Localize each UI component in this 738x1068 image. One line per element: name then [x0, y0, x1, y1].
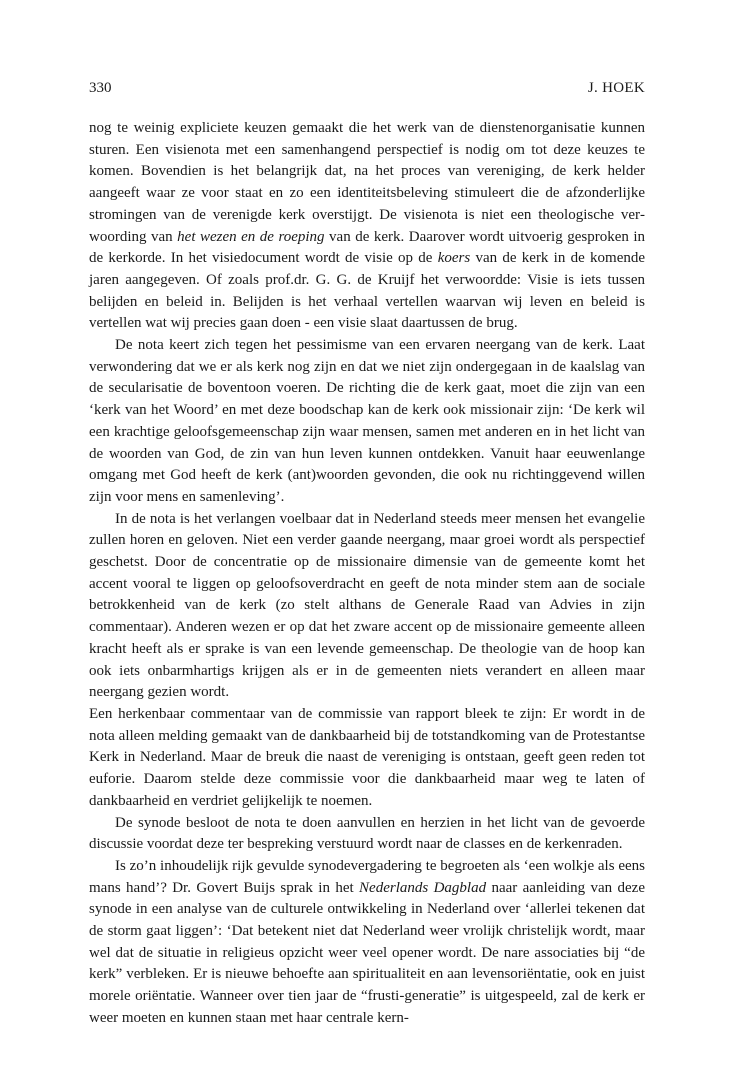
running-head-author: J. HOEK [587, 80, 645, 96]
paragraph [89, 856, 645, 1030]
text-run: De synode besloot de nota te doen aanvullen en herzien in het licht van de gevoerde discussie voordat deze ter bespreking verstuurd wordt naar de classes en de kerkenraden. [89, 814, 645, 853]
text-run: van de kerk in de komende jaren aangegeven. Of zoals prof.dr. G. G. de Kruijf het verwoordde: Visie is iets tussen belijden en beleid in. Belijden is het verhaal vertellen waarvan wij leven en beleid is vertellen wat wij precies gaan doen - een visie slaat daartussen de brug. [89, 250, 646, 332]
paragraph [89, 704, 645, 813]
text-run: van de kerk. Daarover wordt uitvoerig gesproken in de kerkorde. In het visiedocument wordt de visie op de [89, 228, 646, 267]
paragraph [89, 813, 645, 856]
text-run: De nota keert zich tegen het pessimisme van een ervaren neergang van de kerk. Laat verwondering dat we er als kerk nog zijn en dat we niet zijn ondergegaan in de kaalslag van de secularisatie de boventoon voeren. De richting die de kerk gaat, moet die zijn van een ‘kerk van het Woord’ en met deze boodschap kan de kerk ook missionair zijn: ‘De kerk wil een krachtige geloofsgemeenschap zijn waar mensen, samen met anderen en in het licht van de woorden van God, de zin van hun leven kunnen ontdekken. Vanuit haar eeuwenlange omgang met God heeft de kerk (ant)woorden gevonden, die ook nu richtinggevend willen zijn voor mens en samenleving’. [89, 337, 645, 505]
italic-text: het wezen en de roeping [177, 228, 325, 245]
paragraph [89, 509, 645, 704]
body-text [89, 118, 645, 1030]
text-run: naar aanleiding van deze synode in een analyse van de culturele ontwikkeling in Nederland over ‘allerlei tekenen dat de storm gaat liggen’: ‘Dat betekent niet dat Nederland weer vrolijk christelijk wordt, maar wel dat de situatie in religieus opzicht weer veel opener wordt. De nare associaties bij “de kerk” verbleken. Er is nieuwe behoefte aan spiritualiteit en aan levensoriëntatie, ook en juist morele oriëntatie. Wanneer over tien jaar de “frusti-generatie” is uitgespeeld, zal de kerk er weer moeten en kunnen staan met haar centrale kern- [89, 879, 645, 1026]
text-run: nog te weinig expliciete keuzen gemaakt die het werk van de dienstenorganisatie kunnen sturen. Een visienota met een samenhangend perspectief is nodig om tot deze keuzes te komen. Bovendien is het belangrijk dat, na het proces van vereniging, de kerk helder aangeeft waar ze voor staat en zo een identiteitsbeleving stimuleert die de afzonderlijke stromingen van de verenigde kerk overstijgt. De visienota is niet een theologische verwoording van [89, 120, 645, 245]
text-run: Is zo’n inhoudelijk rijk gevulde synodevergadering te begroeten als ‘een wolkje als eens mans hand’? Dr. Govert Buijs sprak in het [89, 857, 645, 896]
paragraph [89, 118, 645, 335]
text-run: Een herkenbaar commentaar van de commissie van rapport bleek te zijn: Er wordt in de nota alleen melding gemaakt van de dankbaarheid bij de totstandkoming van de Protestantse Kerk in Nederland. Maar de breuk die naast de vereniging is ontstaan, geeft geen reden tot euforie. Daarom stelde deze commissie voor die dankbaarheid maar weg te laten of dankbaarheid en verdriet gelijkelijk te noemen. [89, 705, 645, 809]
paragraph [89, 335, 645, 509]
italic-text: koers [437, 250, 471, 267]
page-number: 330 [89, 80, 112, 96]
italic-text: Nederlands Dagblad [359, 879, 487, 896]
text-run: In de nota is het verlangen voelbaar dat in Nederland steeds meer mensen het evangelie zullen horen en geloven. Niet een verder gaande neergang, maar groei wordt als perspectief geschetst. Door de concentratie op de missionaire dimensie van de gemeente komt het accent vooral te liggen op geloofsoverdracht en geeft de nota minder stem aan de sociale betrokkenheid van de kerk (zo stelt althans de Generale Raad van Advies in zijn commentaar). Anderen wezen er op dat het zware accent op de missionaire gemeente alleen kracht heeft als er sprake is van een levende gemeenschap. De theologie van de hoop kan ook iets onbarmhartigs krijgen als er in de gemeenten niets verandert en alleen maar neergang gezien wordt. [89, 510, 645, 701]
